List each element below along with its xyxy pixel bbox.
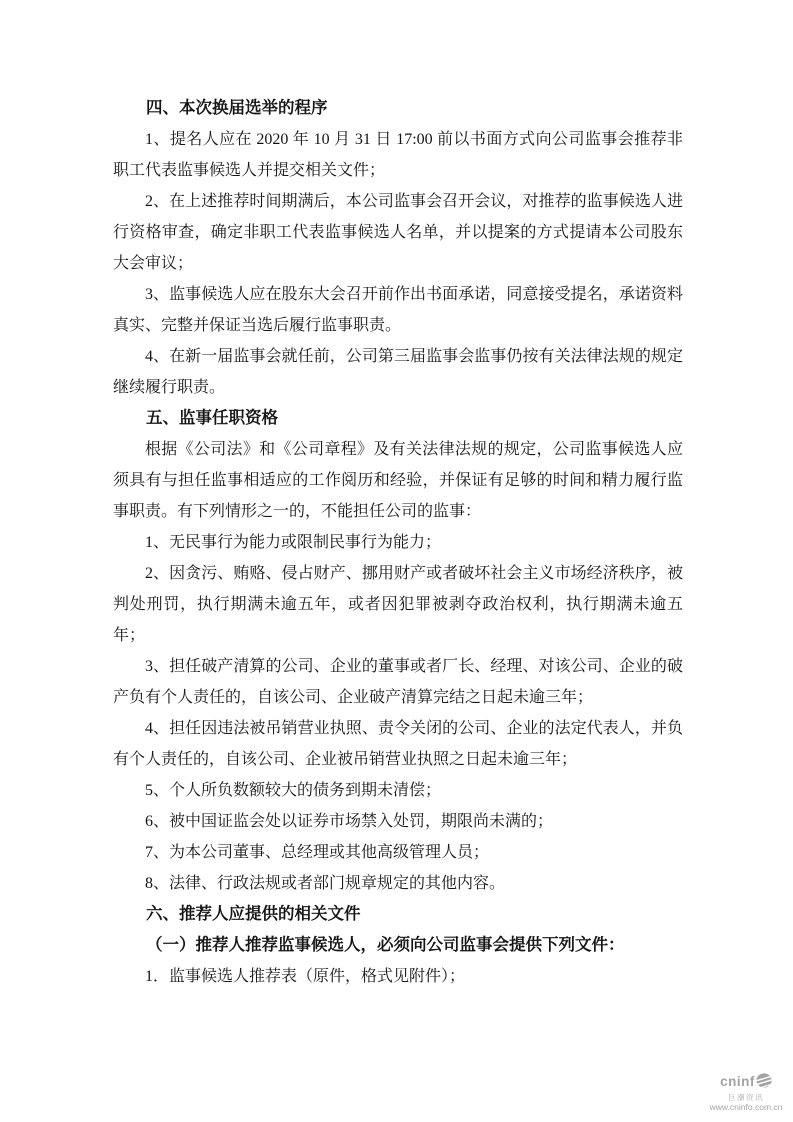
paragraph-disq-3: 3、担任破产清算的公司、企业的董事或者厂长、经理、对该公司、企业的破产负有个人责任的，自该公司、企业破产清算完结之日起未逾三年； — [113, 658, 683, 706]
subsection-heading-1: （一）推荐人推荐监事候选人，必须向公司监事会提供下列文件： — [146, 936, 625, 954]
paragraph-proc-1: 1、提名人应在 2020 年 10 月 31 日 17:00 前以书面方式向公司监事会推荐非职工代表监事候选人并提交相关文件； — [113, 131, 683, 179]
paragraph-disq-6: 6、被中国证监会处以证券市场禁入处罚，期限尚未满的； — [145, 813, 554, 830]
paragraph-disq-5: 5、个人所负数额较大的债务到期未清偿； — [145, 782, 442, 799]
cninfo-globe-icon — [756, 1073, 772, 1093]
paragraph-disq-1: 1、无民事行为能力或限制民事行为能力； — [145, 534, 442, 551]
section-heading-5: 五、监事任职资格 — [146, 409, 278, 427]
paragraph-disq-4: 4、担任因违法被吊销营业执照、责令关闭的公司、企业的法定代表人，并负有个人责任的，自该公司、企业被吊销营业执照之日起未逾三年； — [113, 720, 683, 768]
paragraph-proc-3: 3、监事候选人应在股东大会召开前作出书面承诺，同意接受提名，承诺资料真实、完整并保证当选后履行监事职责。 — [113, 286, 683, 334]
paragraph-proc-4: 4、在新一届监事会就任前，公司第三届监事会监事仍按有关法律法规的规定继续履行职责。 — [113, 348, 683, 396]
document-body — [113, 93, 683, 992]
paragraph-qualification: 根据《公司法》和《公司章程》及有关法律法规的规定，公司监事候选人应须具有与担任监事相适应的工作阅历和经验，并保证有足够的时间和精力履行监事职责。有下列情形之一的，不能担任公司的监事： — [113, 441, 683, 520]
cninfo-watermark — [708, 1073, 784, 1113]
cninfo-logo-row — [708, 1073, 784, 1093]
cninfo-logo-text: cninf — [720, 1074, 755, 1090]
paragraph-doc-item-1: 1．监事候选人推荐表（原件，格式见附件）； — [145, 968, 466, 985]
section-heading-6: 六、推荐人应提供的相关文件 — [146, 905, 361, 923]
cninfo-brand-chinese: 巨潮资讯 — [728, 1092, 764, 1102]
cninfo-url: www.cninfo.com.cn — [709, 1102, 783, 1113]
paragraph-disq-8: 8、法律、行政法规或者部门规章规定的其他内容。 — [145, 875, 506, 892]
paragraph-proc-2: 2、在上述推荐时间期满后，本公司监事会召开会议，对推荐的监事候选人进行资格审查，确定非职工代表监事候选人名单，并以提案的方式提请本公司股东大会审议； — [113, 193, 683, 272]
paragraph-disq-7: 7、为本公司董事、总经理或其他高级管理人员； — [145, 844, 490, 861]
section-heading-4: 四、本次换届选举的程序 — [146, 99, 328, 117]
paragraph-disq-2: 2、因贪污、贿赂、侵占财产、挪用财产或者破坏社会主义市场经济秩序，被判处刑罚，执行期满未逾五年，或者因犯罪被剥夺政治权利，执行期满未逾五年； — [113, 565, 683, 644]
